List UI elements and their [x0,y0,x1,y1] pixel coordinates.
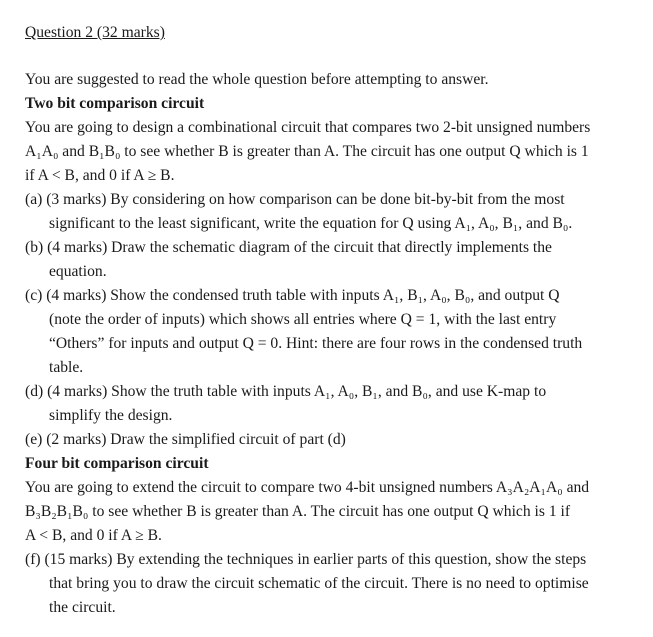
section2-paragraph-line3: A < B, and 0 if A ≥ B. [25,527,162,544]
section2-paragraph-line2: B₃B₂B₁B₀ to see whether B is greater than A. The circuit has one output Q which is 1 if [25,503,571,520]
part-e-line1: (e) (2 marks) Draw the simplified circuit of part (d) [25,431,346,448]
part-c-line2: (note the order of inputs) which shows all entries where Q = 1, with the last entry [49,311,557,328]
section-heading-two-bit: Two bit comparison circuit [25,95,205,112]
part-b-line1: (b) (4 marks) Draw the schematic diagram of the circuit that directly implements the [25,239,552,256]
part-c-line3: “Others” for inputs and output Q = 0. Hint: there are four rows in the condensed truth [49,335,583,352]
part-c-line1: (c) (4 marks) Show the condensed truth table with inputs A₁, B₁, A₀, B₀, and output Q [25,287,560,304]
part-f-line3: the circuit. [49,599,116,616]
part-a-line2: significant to the least significant, write the equation for Q using A₁, A₀, B₁, and B₀. [49,215,573,232]
part-f-line1: (f) (15 marks) By extending the techniques in earlier parts of this question, show the steps [25,551,587,568]
part-b-line2: equation. [49,263,107,280]
section2-paragraph-line1: You are going to extend the circuit to compare two 4-bit unsigned numbers A₃A₂A₁A₀ and [25,479,590,496]
section1-paragraph-line3: if A < B, and 0 if A ≥ B. [25,167,175,184]
section1-paragraph-line1: You are going to design a combinational circuit that compares two 2-bit unsigned numbers [25,119,591,136]
part-a-line1: (a) (3 marks) By considering on how comparison can be done bit-by-bit from the most [25,191,565,208]
part-c-line4: table. [49,359,84,376]
intro-text: You are suggested to read the whole question before attempting to answer. [25,71,489,88]
section1-paragraph-line2: A₁A₀ and B₁B₀ to see whether B is greater than A. The circuit has one output Q which is 1 [25,143,589,160]
question-title: Question 2 (32 marks) [25,24,165,41]
section-heading-four-bit: Four bit comparison circuit [25,455,209,472]
part-d-line1: (d) (4 marks) Show the truth table with inputs A₁, A₀, B₁, and B₀, and use K-map to [25,383,547,400]
part-d-line2: simplify the design. [49,407,173,424]
part-f-line2: that bring you to draw the circuit schematic of the circuit. There is no need to optimise [49,575,589,592]
